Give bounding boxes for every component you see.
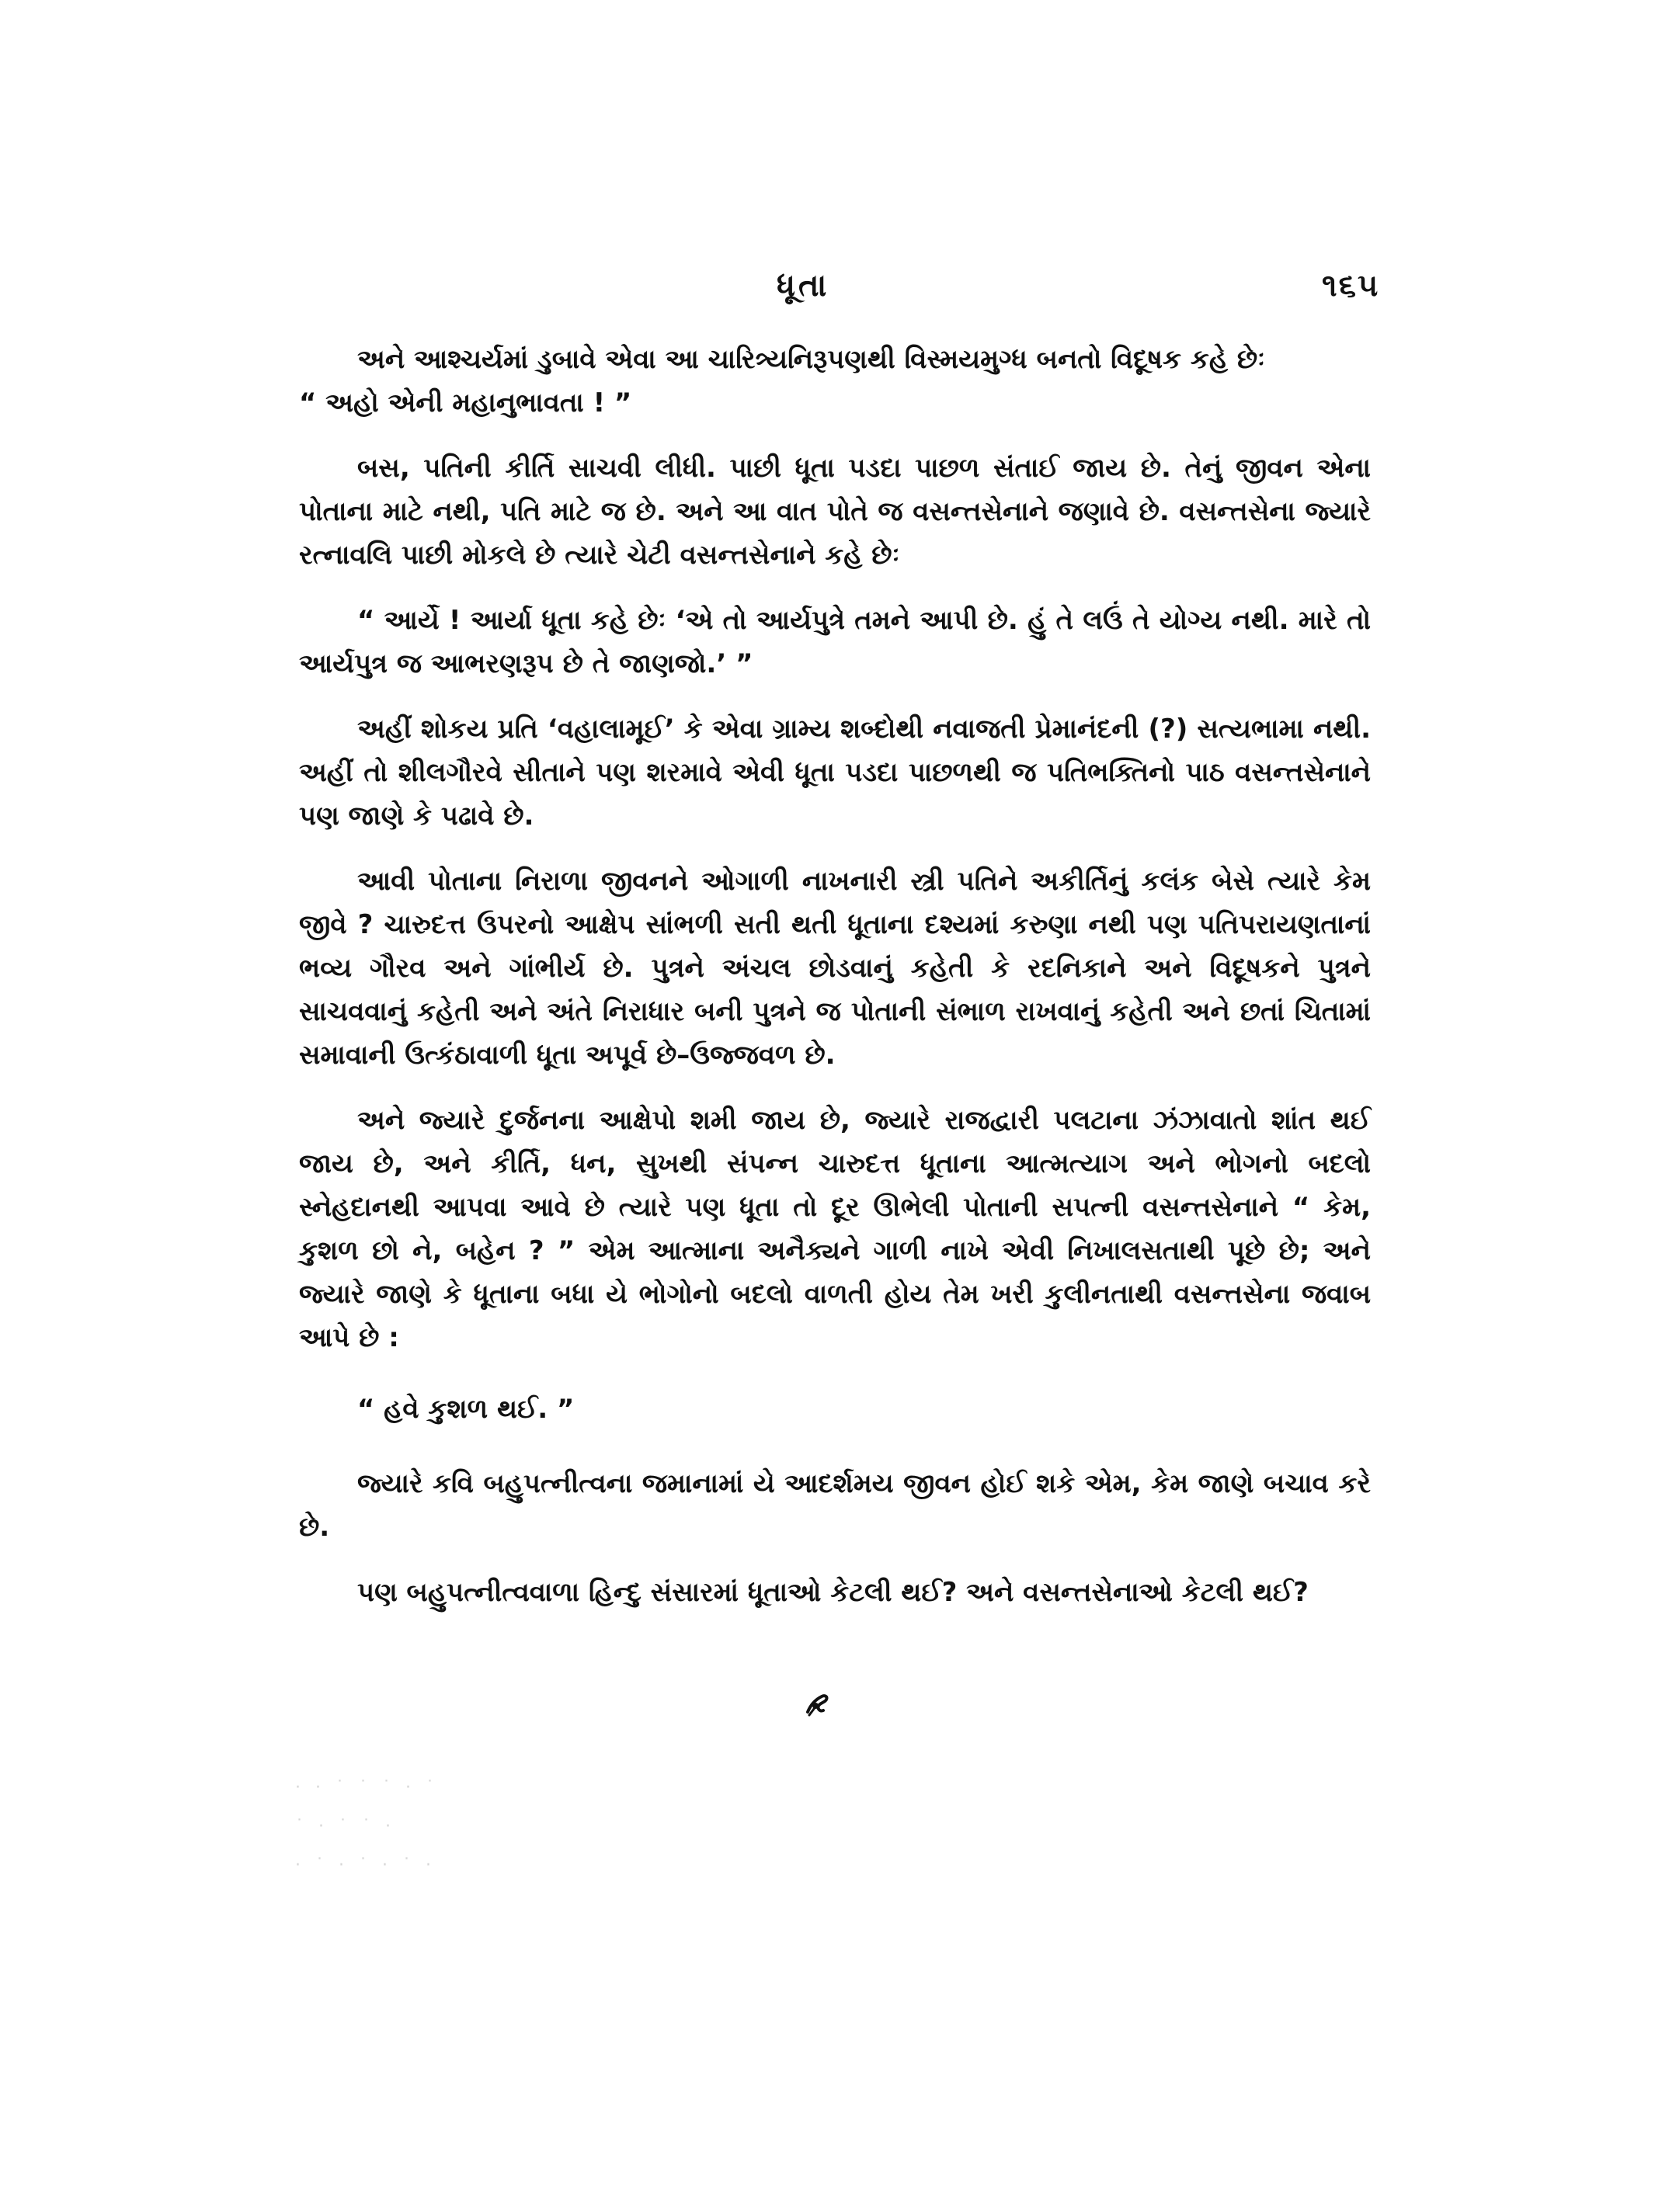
running-title: ધૂતા: [777, 268, 830, 304]
body-text: [299, 338, 1371, 1636]
paragraph: પણ બહુપત્નીત્વવાળા હિન્દુ સંસારમાં ધૂતાઓ કેટલી થઈ? અને વસન્તસેનાઓ કેટલી થઈ?: [357, 1577, 1309, 1608]
bleed-through-smudge: ˙ · ˙ ˙ ·: [295, 1817, 395, 1836]
paragraph: અહીં શોકય પ્રતિ ‘વહાલામૂઈ’ કે એવા ગ્રામ્ય શબ્દોથી નવાજતી પ્રેમાનંદની (?) સત્યભામા નથી. અહીં તો શીલગૌરવે સીતાને પણ શરમાવે એવી ધૂતા પડદા પાછળથી જ પતિભક્તિનો પાઠ વસન્તસેનાને પણ જાણે કે પઢાવે છે.: [299, 714, 1371, 832]
bleed-through-smudge: · · ˙ ˙ ˙ · ˙: [295, 1778, 439, 1797]
quote: “ હવે કુશળ થઈ. ”: [357, 1394, 575, 1425]
quote: “ આર્યે ! આર્યા ધૂતા કહે છેઃ ‘એ તો આર્યપુત્રે તમને આપી છે. હું તે લઉં તે યોગ્ય નથી. મારે તો આર્યપુત્ર જ આભરણરૂપ છે તે જાણજો.’ ”: [299, 605, 1371, 679]
quote: “ અહો એની મહાનુભાવતા ! ”: [299, 387, 632, 418]
paragraph: જ્યારે કવિ બહુપત્નીત્વના જમાનામાં યે આદર્શમય જીવન હોઈ શકે એમ, કેમ જાણે બચાવ કરે છે.: [299, 1468, 1371, 1543]
bleed-through-smudge: · ˙ · ˙ · ˙ ·: [295, 1856, 436, 1875]
ornament-icon: [801, 1689, 833, 1720]
page-number: ૧૬૫: [1322, 268, 1380, 304]
paragraph: આવી પોતાના નિરાળા જીવનને ઓગાળી નાખનારી સ્ત્રી પતિને અકીર્તિનું કલંક બેસે ત્યારે કેમ જીવે ? ચારુદત્ત ઉપરનો આક્ષેપ સાંભળી સતી થતી ધૂતાના દશ્યમાં કરુણા નથી પણ પતિપરાયણતાનાં ભવ્ય ગૌરવ અને ગાંભીર્ય છે. પુત્રને અંચલ છોડવાનું કહેતી કે રદનિકાને અને વિદૂષકને પુત્રને સાચવવાનું કહેતી અને અંતે નિરાધાર બની પુત્રને જ પોતાની સંભાળ રાખવાનું કહેતી અને છતાં ચિતામાં સમાવાની ઉત્કંઠાવાળી ધૂતા અપૂર્વ છે–ઉજ્જવળ છે.: [299, 866, 1371, 1071]
paragraph: અને આશ્ચર્યમાં ડુબાવે એવા આ ચારિત્ર્યનિરૂપણથી વિસ્મયમુગ્ધ બનતો વિદૂષક કહે છેઃ: [357, 344, 1265, 375]
page-header: [0, 268, 1669, 314]
paragraph: અને જ્યારે દુર્જનના આક્ષેપો શમી જાય છે, જ્યારે રાજદ્વારી પલટાના ઝંઝાવાતો શાંત થઈ જાય છે, અને કીર્તિ, ધન, સુખથી સંપન્ન ચારુદત્ત ધૂતાના આત્મત્યાગ અને ભોગનો બદલો સ્નેહદાનથી આપવા આવે છે ત્યારે પણ ધૂતા તો દૂર ઊભેલી પોતાની સપત્ની વસન્તસેનાને “ કેમ, કુશળ છો ને, બહેન ? ” એમ આત્માના અનૈક્યને ગાળી નાખે એવી નિખાલસતાથી પૂછે છે; અને જ્યારે જાણે કે ધૂતાના બધા યે ભોગોનો બદલો વાળતી હોય તેમ ખરી કુલીનતાથી વસન્તસેના જવાબ આપે છે :: [299, 1105, 1371, 1353]
paragraph: બસ, પતિની કીર્તિ સાચવી લીધી. પાછી ધૂતા પડદા પાછળ સંતાઈ જાય છે. તેનું જીવન એના પોતાના માટે નથી, પતિ માટે જ છે. અને આ વાત પોતે જ વસન્તસેનાને જણાવે છે. વસન્તસેના જ્યારે રત્નાવલિ પાછી મોકલે છે ત્યારે ચેટી વસન્તસેનાને કહે છેઃ: [299, 453, 1371, 571]
